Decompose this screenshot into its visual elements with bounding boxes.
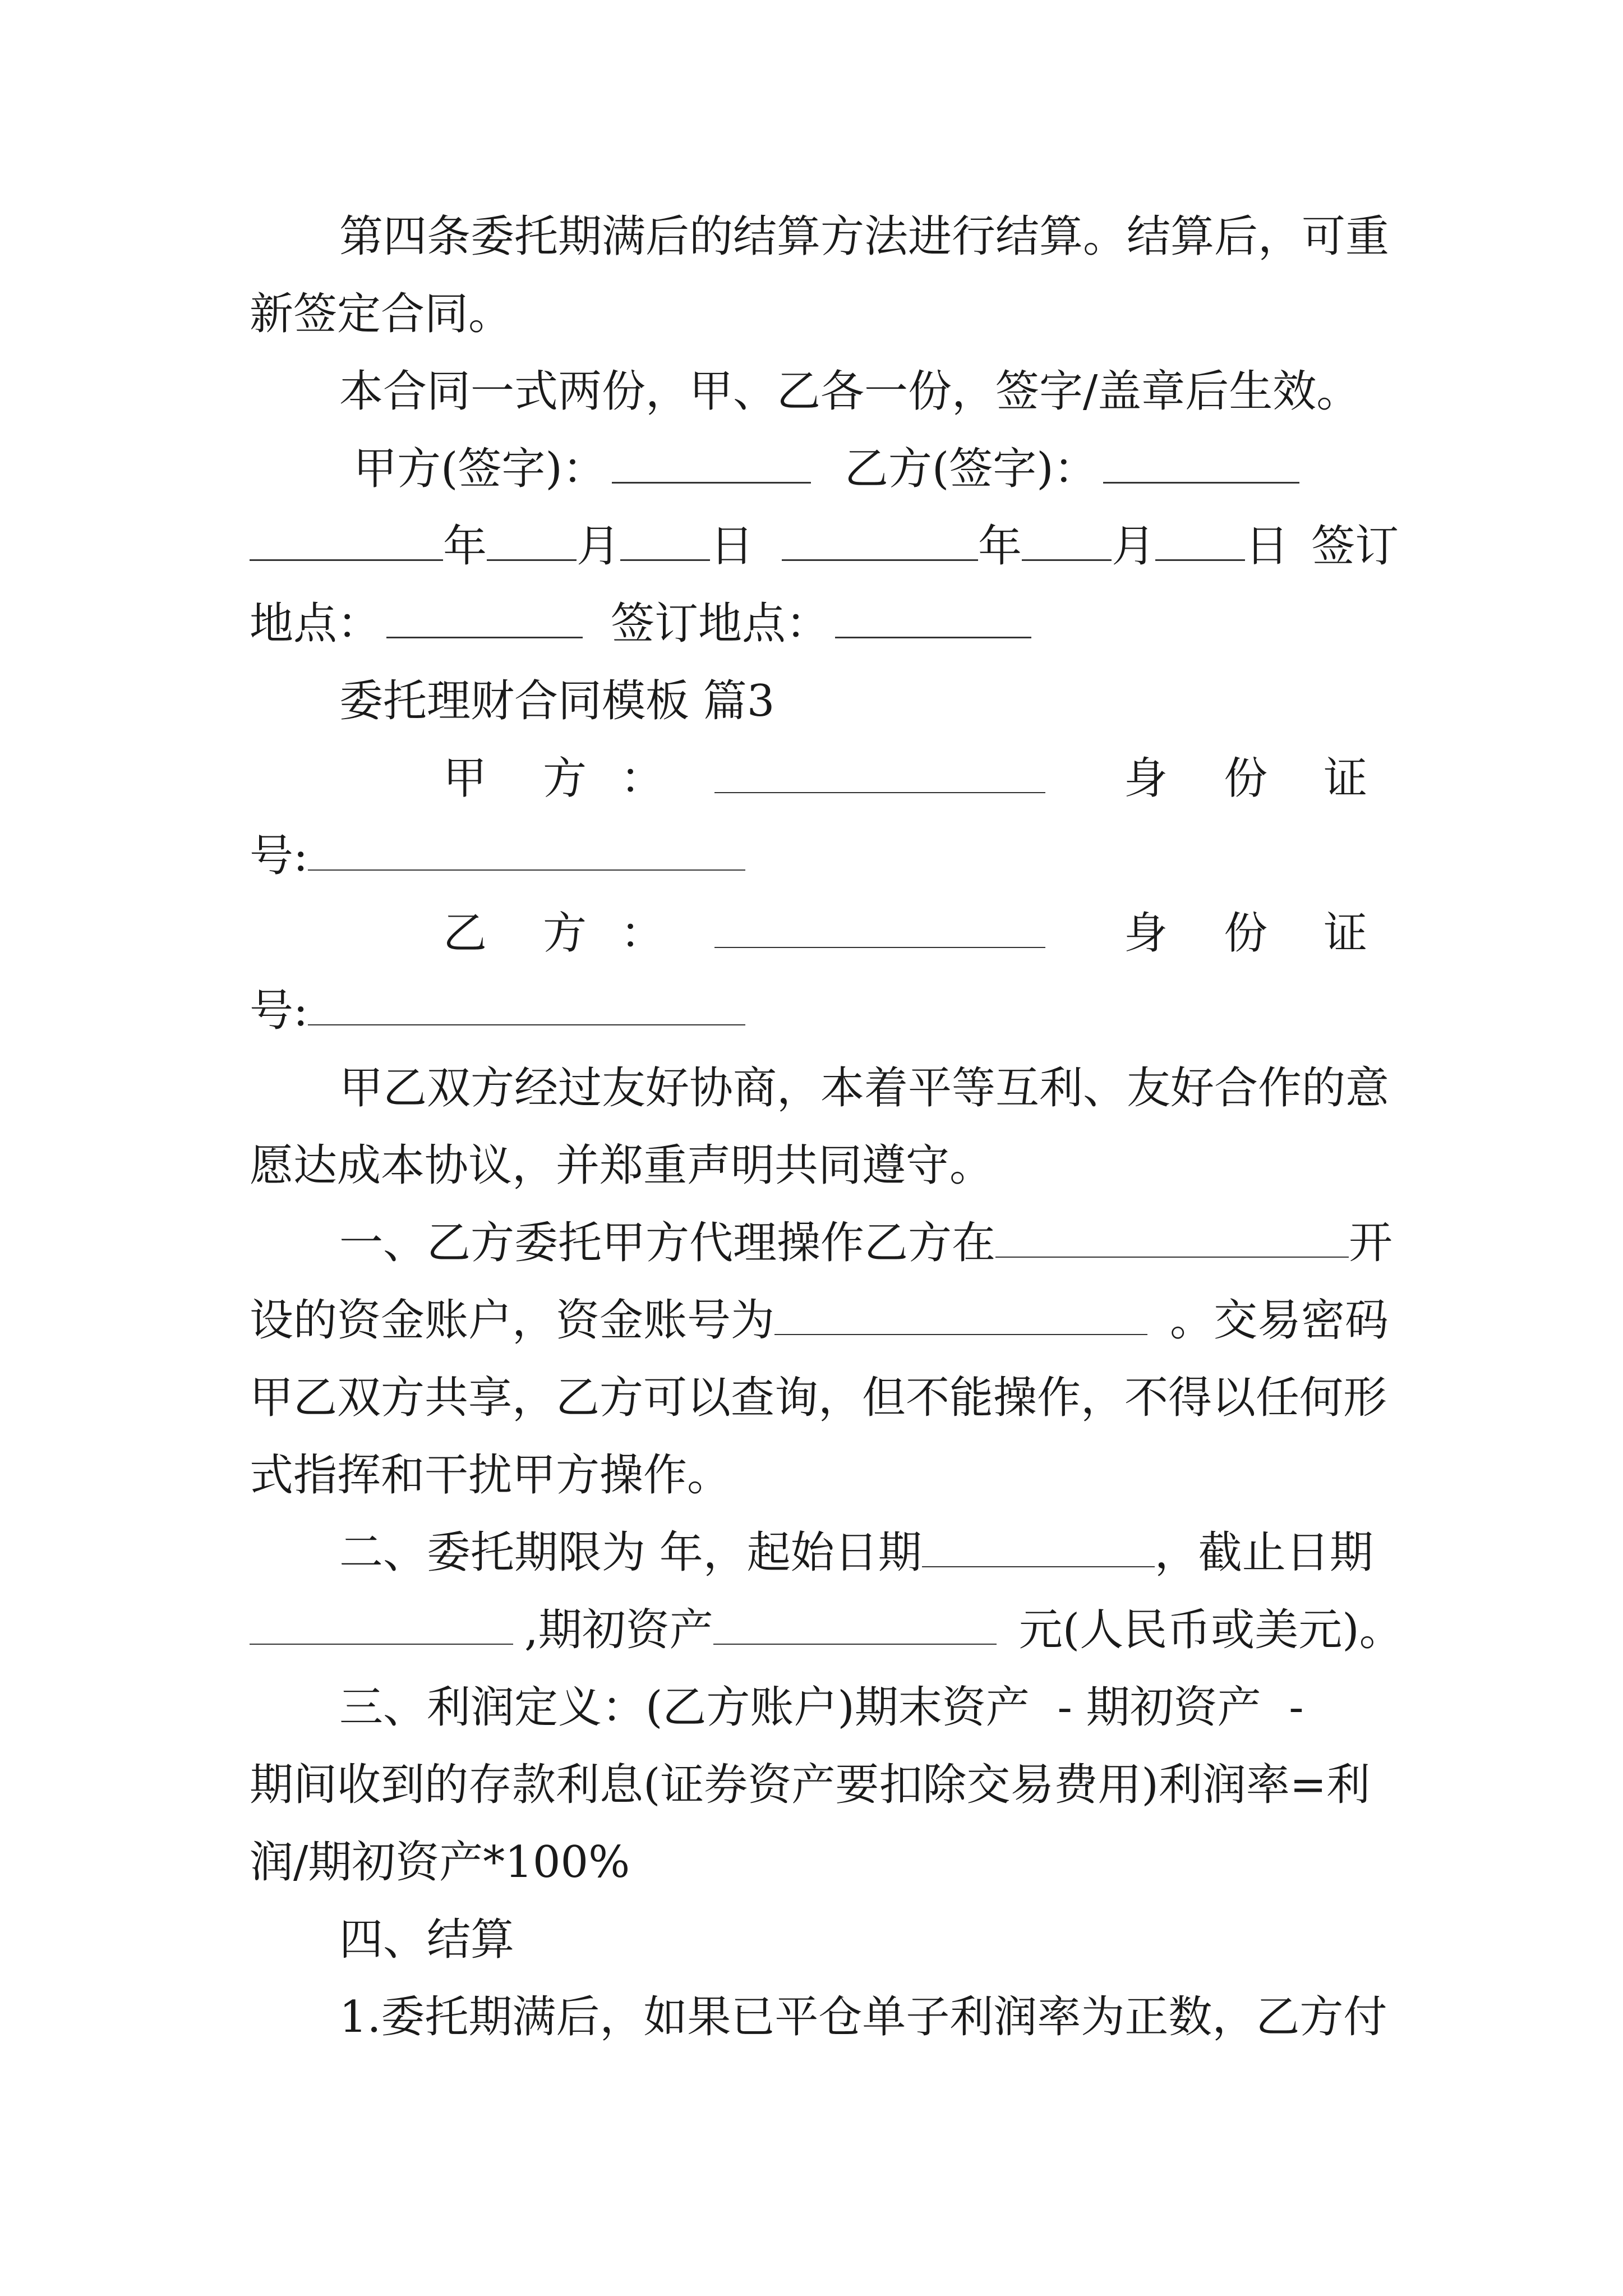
party-b-label-char-1: 乙	[443, 908, 487, 959]
party-b-day-label: 日	[1245, 521, 1289, 572]
party-a-id-blank[interactable]	[308, 830, 745, 871]
party-b-label-colon: ：	[620, 908, 665, 959]
end-date-blank[interactable]	[250, 1604, 513, 1645]
party-a-id-row	[250, 828, 745, 884]
party-b-id-row	[250, 983, 745, 1039]
party-b-month-label: 月	[1112, 521, 1156, 572]
party-b-sign-blank[interactable]	[1103, 443, 1299, 484]
party-a-place-blank[interactable]	[386, 597, 583, 638]
copies-statement: 本合同一式两份，甲、乙各一份，签字/盖章后生效。	[339, 366, 1361, 417]
id-label-b-char-1: 身	[1124, 908, 1168, 959]
party-b-label-char-2: 方	[543, 908, 587, 959]
party-a-name-blank[interactable]	[714, 753, 1045, 793]
clause-4-title: 四、结算	[339, 1915, 515, 1965]
clause-1-text-b: 开	[1349, 1218, 1393, 1268]
party-b-id-blank[interactable]	[308, 985, 745, 1025]
party-a-label-char-2: 方	[543, 753, 587, 804]
party-b-name-blank[interactable]	[714, 908, 1045, 948]
sign-place-row	[250, 596, 1031, 652]
clause-1-line-2-text-b: 。交易密码	[1170, 1295, 1389, 1346]
initial-assets-blank[interactable]	[713, 1604, 997, 1645]
party-a-sign-blank[interactable]	[612, 443, 811, 484]
party-a-year-label: 年	[443, 521, 487, 572]
party-a-label-colon: ：	[620, 753, 665, 804]
party-a-sign-label: 甲方(签字)：	[353, 444, 606, 494]
party-a-label-char-1: 甲	[443, 753, 487, 804]
party-a-day-label: 日	[710, 521, 754, 572]
clause-1-line-1	[339, 1215, 1393, 1271]
account-number-blank[interactable]	[774, 1295, 1147, 1335]
clause-4-line-2: 新签定合同。	[250, 289, 513, 339]
clause-3-line-2: 期间收到的存款利息(证券资产要扣除交易费用)利润率=利	[250, 1760, 1371, 1810]
party-a-month-label: 月	[577, 521, 621, 572]
bank-blank[interactable]	[995, 1217, 1349, 1258]
clause-4-item-1: 1.委托期满后，如果已平仓单子利润率为正数，乙方付	[339, 1992, 1387, 2042]
party-b-place-label: 签订地点：	[611, 599, 830, 649]
party-b-year-blank[interactable]	[782, 520, 978, 561]
section-title: 委托理财合同模板 篇3	[339, 676, 775, 726]
intro-line-2: 愿达成本协议，并郑重声明共同遵守。	[250, 1140, 994, 1191]
party-a-day-blank[interactable]	[620, 520, 710, 561]
id-label-b-char-3: 证	[1324, 908, 1368, 959]
party-a-id-label: 号:	[250, 831, 308, 881]
clause-2-line-1	[339, 1525, 1373, 1581]
id-label-char-3: 证	[1324, 753, 1368, 804]
clause-1-line-3: 甲乙双方共享，乙方可以查询，但不能操作，不得以任何形	[250, 1373, 1387, 1423]
clause-1-line-2-text-a: 设的资金账户，资金账号为	[250, 1295, 775, 1346]
party-b-place-blank[interactable]	[835, 597, 1031, 638]
party-b-month-blank[interactable]	[1022, 520, 1112, 561]
clause-3-line-1: 三、利润定义：(乙方账户)期末资产 - 期初资产 -	[339, 1682, 1304, 1733]
clause-2-line-2-text-b: 元(人民币或美元)。	[1018, 1605, 1403, 1655]
start-date-blank[interactable]	[922, 1527, 1155, 1567]
intro-line-1: 甲乙双方经过友好协商，本着平等互利、友好合作的意	[339, 1063, 1390, 1114]
id-label-b-char-2: 份	[1224, 908, 1268, 959]
party-b-sign-label: 乙方(签字)：	[844, 444, 1098, 494]
clause-2-line-2-text-a: ,期初资产	[524, 1605, 713, 1655]
party-a-row	[443, 751, 1377, 807]
party-b-year-label: 年	[978, 521, 1022, 572]
party-b-id-label: 号:	[250, 986, 308, 1036]
id-label-char-2: 份	[1224, 753, 1268, 804]
party-b-row	[443, 905, 1377, 961]
clause-1-line-4: 式指挥和干扰甲方操作。	[250, 1450, 731, 1501]
clause-4-line-1: 第四条委托期满后的结算方法进行结算。结算后，可重	[339, 211, 1390, 262]
clause-3-line-3: 润/期初资产*100%	[250, 1837, 630, 1888]
date-row	[250, 518, 1399, 574]
party-a-year-blank[interactable]	[250, 520, 443, 561]
signature-row	[353, 441, 1299, 497]
sign-place-a-start: 签订	[1311, 521, 1399, 572]
clause-2-text-b: ，截止日期	[1154, 1527, 1373, 1578]
clause-1-line-2	[250, 1292, 1389, 1349]
clause-2-text-a: 二、委托期限为 年，起始日期	[339, 1527, 922, 1578]
party-b-day-blank[interactable]	[1155, 520, 1245, 561]
sign-place-a-end: 地点：	[250, 599, 381, 649]
clause-2-line-2	[250, 1602, 1403, 1658]
clause-1-text-a: 一、乙方委托甲方代理操作乙方在	[339, 1218, 996, 1268]
party-a-month-blank[interactable]	[487, 520, 577, 561]
id-label-char-1: 身	[1124, 753, 1168, 804]
